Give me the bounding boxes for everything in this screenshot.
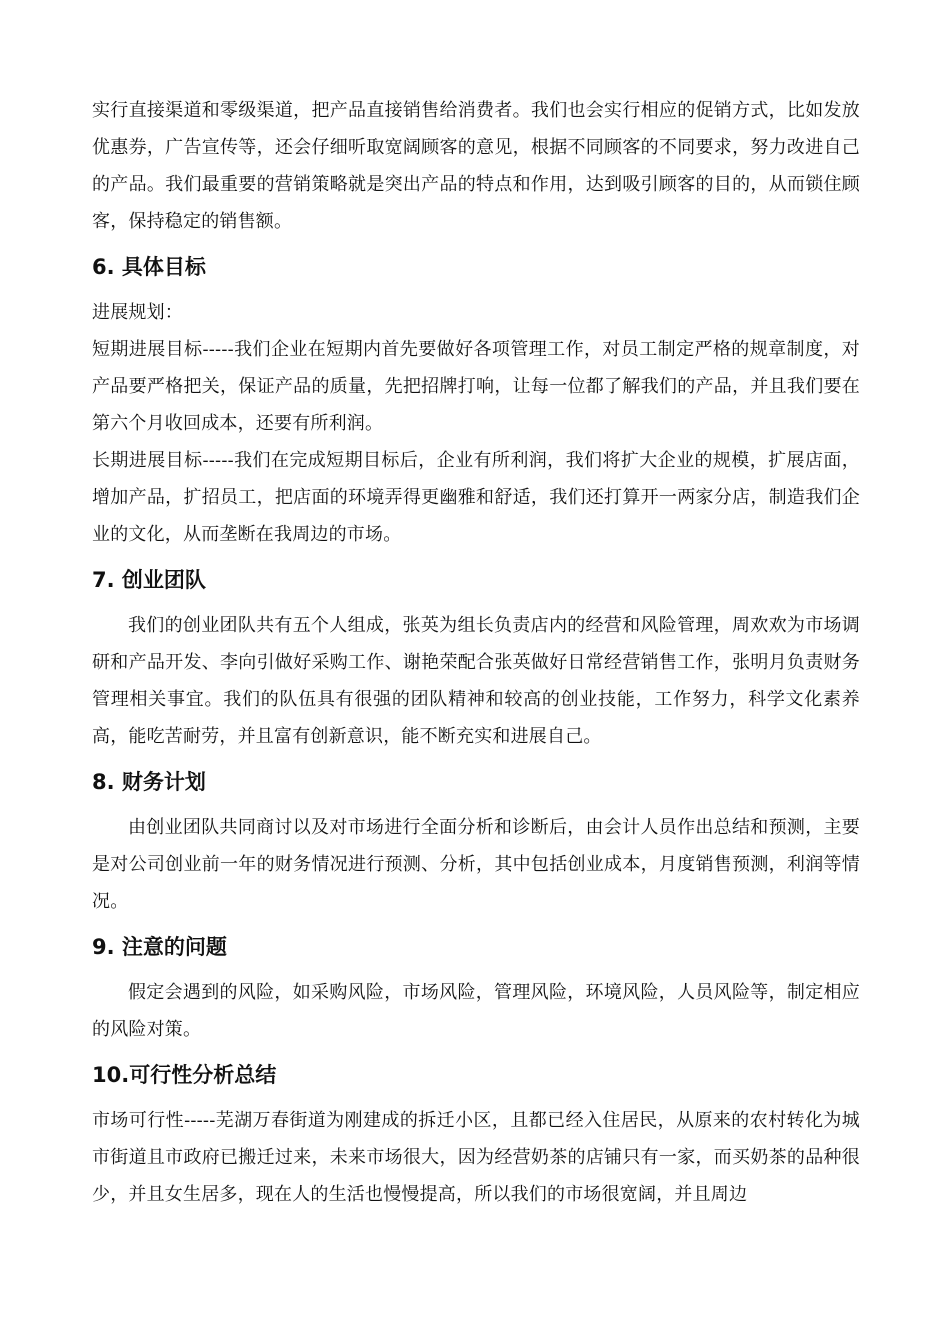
development-plan-label: 进展规划： — [92, 302, 183, 323]
financial-plan-paragraph: 由创业团队共同商讨以及对市场进行全面分析和诊断后，由会计人员作出总结和预测，主要是对公司创业前一年的财务情况进行预测、分析，其中包括创业成本，月度销售预测，利润等情况。 — [92, 817, 860, 912]
intro-paragraph: 实行直接渠道和零级渠道，把产品直接销售给消费者。我们也会实行相应的促销方式，比如发放优惠券，广告宣传等，还会仔细听取宽阔顾客的意见，根据不同顾客的不同要求，努力改进自己的产品。我们最重要的营销策略就是突出产品的特点和作用，达到吸引顾客的目的，从而锁住顾客，保持稳定的销售额。 — [92, 100, 860, 232]
short-term-goal-paragraph: 短期进展目标-----我们企业在短期内首先要做好各项管理工作，对员工制定严格的规章制度，对产品要严格把关，保证产品的质量，先把招牌打响，让每一位都了解我们的产品，并且我们要在第六个月收回成本，还要有所利润。 — [92, 339, 860, 434]
heading-feasibility-summary: 10.可行性分析总结 — [92, 1063, 277, 1087]
issues-paragraph: 假定会遇到的风险，如采购风险，市场风险，管理风险，环境风险，人员风险等，制定相应的风险对策。 — [92, 982, 860, 1040]
heading-issues-to-note: 9. 注意的问题 — [92, 935, 227, 959]
heading-specific-goals: 6. 具体目标 — [92, 255, 206, 279]
market-feasibility-paragraph: 市场可行性-----芜湖万春街道为刚建成的拆迁小区，且都已经入住居民，从原来的农村转化为城市街道且市政府已搬迁过来，未来市场很大，因为经营奶茶的店铺只有一家，而买奶茶的品种很少，并且女生居多，现在人的生活也慢慢提高，所以我们的市场很宽阔，并且周边 — [92, 1110, 860, 1205]
long-term-goal-paragraph: 长期进展目标-----我们在完成短期目标后，企业有所利润，我们将扩大企业的规模，扩展店面，增加产品，扩招员工，把店面的环境弄得更幽雅和舒适，我们还打算开一两家分店，制造我们企业的文化，从而垄断在我周边的市场。 — [92, 450, 860, 545]
startup-team-paragraph: 我们的创业团队共有五个人组成，张英为组长负责店内的经营和风险管理，周欢欢为市场调研和产品开发、李向引做好采购工作、谢艳荣配合张英做好日常经营销售工作，张明月负责财务管理相关事宜。我们的队伍具有很强的团队精神和较高的创业技能，工作努力，科学文化素养高，能吃苦耐劳，并且富有创新意识，能不断充实和进展自己。 — [92, 615, 860, 747]
heading-startup-team: 7. 创业团队 — [92, 568, 206, 592]
document-page — [92, 92, 860, 1213]
heading-financial-plan: 8. 财务计划 — [92, 770, 206, 794]
